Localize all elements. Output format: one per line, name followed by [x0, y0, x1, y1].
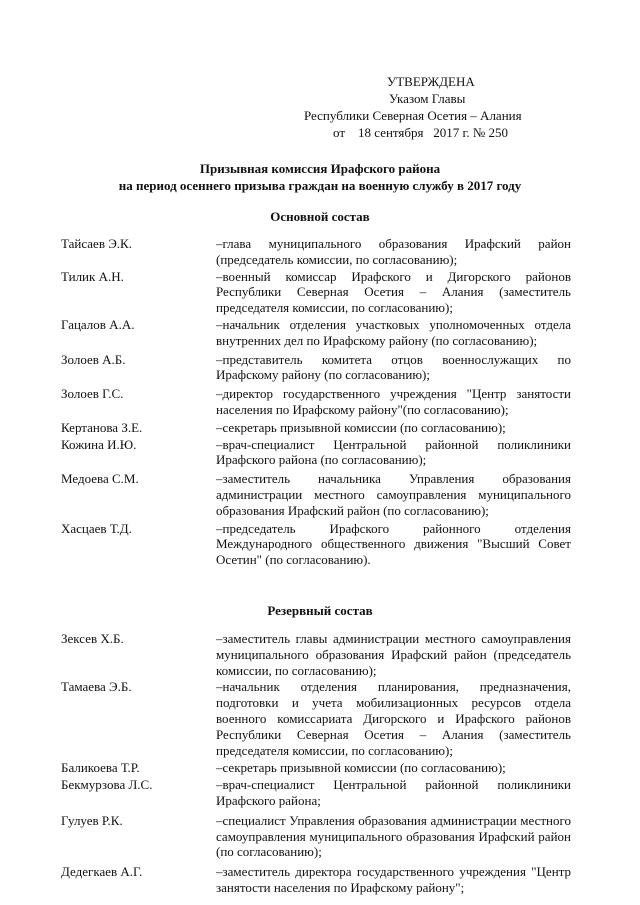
document-title [0, 160, 640, 194]
member-role: –начальник отделения участковых уполномоченных отдела внутренних дел по Ирафскому району (по согласованию); [216, 316, 571, 348]
member-name: Золоев Г.С. [61, 386, 124, 402]
approval-republic: Республики Северная Осетия – Алания [304, 108, 522, 123]
member-row [0, 777, 640, 809]
member-role: –секретарь призывной комиссии (по согласованию); [216, 419, 506, 435]
member-name: Кожина И.Ю. [61, 436, 137, 452]
member-row [0, 269, 640, 316]
member-name: Золоев А.Б. [61, 351, 126, 367]
member-row [0, 420, 640, 436]
main-section-heading: Основной состав [270, 209, 370, 224]
main-members-list [0, 236, 640, 568]
member-role: –секретарь призывной комиссии (по согласованию); [216, 760, 506, 776]
member-role: –военный комиссар Ирафского и Дигорского районов Республики Северная Осетия – Алания (заместитель председателя комиссии, по согласованию); [216, 268, 571, 316]
approval-status: УТВЕРЖДЕНА [387, 74, 475, 89]
document-title-line1: Призывная комиссия Ирафского района [199, 161, 441, 176]
member-role: –заместитель директора государственного учреждения "Центр занятости населения по Ирафскому району"; [216, 864, 571, 895]
member-row [0, 864, 640, 896]
member-row [0, 352, 640, 384]
member-name: Тилик А.Н. [61, 268, 124, 284]
member-row [0, 386, 640, 418]
member-role: –врач-специалист Центральной районной поликлиники Ирафского района; [216, 777, 571, 808]
member-role: –заместитель начальника Управления образования администрации местного самоуправления муниципального образования Ирафский район (по согласованию); [216, 471, 571, 518]
approval-authority: Указом Главы [389, 91, 466, 106]
member-name: Кертанова З.Е. [61, 419, 143, 435]
member-row [0, 679, 640, 758]
member-row [0, 760, 640, 776]
approval-stamp [300, 73, 600, 141]
member-name: Дедегкаев А.Г. [61, 864, 143, 880]
member-role: –глава муниципального образования Ирафский район (председатель комиссии, по согласованию); [216, 236, 571, 267]
approval-date-number: от 18 сентября 2017 г. № 250 [333, 125, 509, 140]
member-role: –директор государственного учреждения "Центр занятости населения по Ирафскому району"(по согласованию); [216, 386, 571, 417]
member-row [0, 236, 640, 268]
member-name: Бекмурзова Л.С. [61, 777, 153, 793]
member-name: Медоева С.М. [61, 471, 139, 487]
member-role: –председатель Ирафского районного отделения Международного общественного движения "Высший Совет Осетин" (по согласованию). [216, 520, 571, 568]
member-role: –заместитель главы администрации местного самоуправления муниципального образования Ирафский район (председатель комиссии, по согласованию); [216, 631, 571, 678]
member-role: –представитель комитета отцов военнослужащих по Ирафскому району (по согласованию); [216, 351, 571, 383]
member-name: Гулуев Р.К. [61, 812, 123, 828]
member-role: –специалист Управления образования администрации местного самоуправления муниципального образования Ирафский район (по согласованию); [216, 812, 571, 860]
member-row [0, 521, 640, 568]
member-name: Зексев Х.Б. [61, 631, 124, 646]
member-role: –начальник отделения планирования, предназначения, подготовки и учета мобилизационных ресурсов отдела военного комиссариата Дигорского и Ирафского районов Республики Северная Осетия – Алания (заместитель председателя комиссии, по согласованию); [216, 679, 571, 758]
member-row [0, 317, 640, 349]
member-name: Тайсаев Э.К. [61, 236, 132, 251]
member-row [0, 631, 640, 678]
reserve-section-heading: Резервный состав [267, 603, 373, 618]
member-name: Хасцаев Т.Д. [61, 520, 132, 536]
member-row [0, 437, 640, 469]
document-title-line2: на период осеннего призыва граждан на военную службу в 2017 году [118, 178, 522, 193]
member-row [0, 813, 640, 860]
member-role: –врач-специалист Центральной районной поликлиники Ирафского района (по согласованию); [216, 436, 571, 468]
member-row [0, 471, 640, 518]
reserve-members-list [0, 631, 640, 896]
member-name: Баликоева Т.Р. [61, 760, 140, 776]
member-name: Гацалов А.А. [61, 316, 135, 332]
member-name: Тамаева Э.Б. [61, 679, 132, 695]
